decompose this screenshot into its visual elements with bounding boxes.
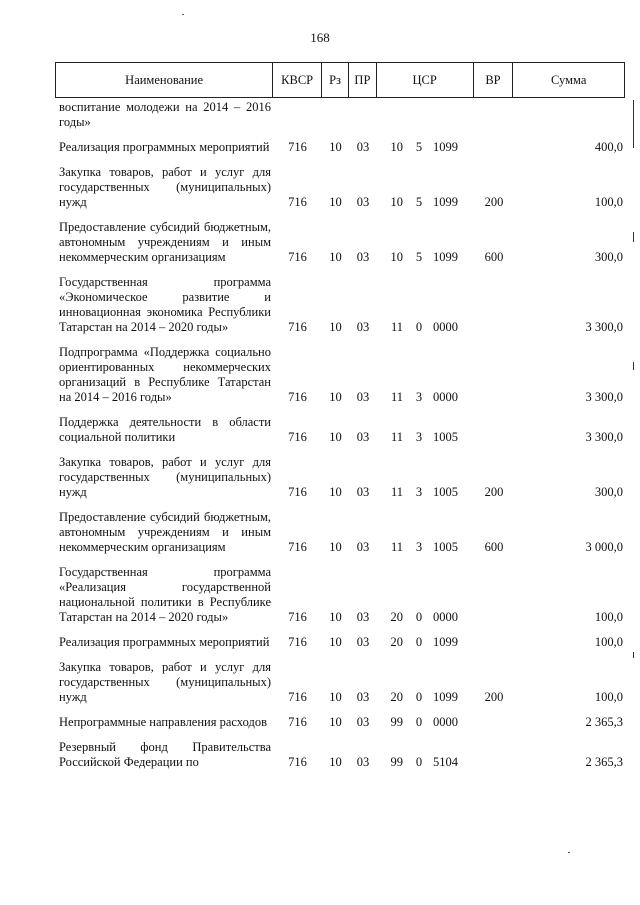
cell-pr: 03 xyxy=(356,195,370,209)
cell-sum: 3 300,0 xyxy=(585,430,623,444)
cell-name: Резервный фонд Правительства Российской Федерации по xyxy=(59,740,271,769)
cell-name: Государственная программа «Экономическое развитие и инновационная экономика Республики Татарстан на 2014 – 2020 годы» xyxy=(59,275,271,334)
cell-rz: 10 xyxy=(329,195,342,209)
table-body xyxy=(55,100,625,770)
cell-kvsr: 716 xyxy=(288,610,307,624)
header-kvsr: КВСР xyxy=(273,63,322,97)
header-rz: Рз xyxy=(322,63,349,97)
cell-sum: 400,0 xyxy=(594,140,623,154)
cell-csr-program: 11 xyxy=(390,430,403,444)
table-row xyxy=(55,635,625,650)
cell-csr-subprogram: 3 xyxy=(415,430,423,444)
cell-vr: 200 xyxy=(484,195,504,209)
header-vr: ВР xyxy=(474,63,514,97)
table-row xyxy=(55,140,625,155)
cell-name: Предоставление субсидий бюджетным, автономным учреждениям и иным некоммерческим организациям xyxy=(59,510,271,554)
table-row xyxy=(55,165,625,210)
cell-pr: 03 xyxy=(356,690,370,704)
cell-csr-direction: 1005 xyxy=(433,485,458,499)
cell-sum: 100,0 xyxy=(594,635,623,649)
cell-sum: 3 300,0 xyxy=(585,320,623,334)
cell-csr-subprogram: 3 xyxy=(415,390,423,404)
table-row xyxy=(55,660,625,705)
cell-kvsr: 716 xyxy=(288,715,307,729)
cell-csr-program: 20 xyxy=(390,635,403,649)
cell-csr-subprogram: 0 xyxy=(415,690,423,704)
scan-edge-mark xyxy=(633,232,634,242)
cell-sum: 100,0 xyxy=(594,195,623,209)
cell-pr: 03 xyxy=(356,250,370,264)
cell-name: воспитание молодежи на 2014 – 2016 годы» xyxy=(59,100,271,129)
table-row xyxy=(55,345,625,405)
cell-csr-subprogram: 3 xyxy=(415,540,423,554)
cell-csr-subprogram: 5 xyxy=(415,140,423,154)
cell-name: Предоставление субсидий бюджетным, автономным учреждениям и иным некоммерческим организациям xyxy=(59,220,271,264)
cell-sum: 300,0 xyxy=(594,485,623,499)
cell-csr-direction: 1005 xyxy=(433,430,458,444)
cell-rz: 10 xyxy=(329,250,342,264)
cell-csr-direction: 1099 xyxy=(433,690,458,704)
cell-kvsr: 716 xyxy=(288,250,307,264)
cell-csr-subprogram: 0 xyxy=(415,715,423,729)
cell-vr: 200 xyxy=(484,690,504,704)
cell-sum: 2 365,3 xyxy=(585,715,623,729)
header-csr: ЦСР xyxy=(377,63,474,97)
cell-csr-direction: 0000 xyxy=(433,715,458,729)
cell-csr-subprogram: 3 xyxy=(415,485,423,499)
cell-rz: 10 xyxy=(329,140,342,154)
cell-pr: 03 xyxy=(356,610,370,624)
cell-name: Реализация программных мероприятий xyxy=(59,140,270,154)
cell-pr: 03 xyxy=(356,715,370,729)
cell-pr: 03 xyxy=(356,390,370,404)
cell-csr-direction: 0000 xyxy=(433,320,458,334)
cell-csr-subprogram: 0 xyxy=(415,755,423,769)
table-row xyxy=(55,715,625,730)
table-row xyxy=(55,275,625,335)
header-sum: Сумма xyxy=(550,72,587,87)
cell-csr-program: 11 xyxy=(390,540,403,554)
cell-rz: 10 xyxy=(329,320,342,334)
cell-csr-program: 20 xyxy=(390,610,403,624)
cell-vr: 600 xyxy=(484,540,504,554)
table-header xyxy=(55,62,625,98)
cell-vr: 200 xyxy=(484,485,504,499)
cell-kvsr: 716 xyxy=(288,635,307,649)
cell-csr-direction: 0000 xyxy=(433,610,458,624)
cell-kvsr: 716 xyxy=(288,195,307,209)
cell-csr-program: 11 xyxy=(390,320,403,334)
cell-rz: 10 xyxy=(329,755,342,769)
cell-pr: 03 xyxy=(356,140,370,154)
cell-csr-direction: 5104 xyxy=(433,755,458,769)
cell-csr-program: 99 xyxy=(390,755,403,769)
cell-csr-direction: 0000 xyxy=(433,390,458,404)
cell-csr-subprogram: 5 xyxy=(415,195,423,209)
cell-name: Закупка товаров, работ и услуг для государственных (муниципальных) нужд xyxy=(59,165,271,209)
page-number: 168 xyxy=(310,30,330,45)
header-pr: ПР xyxy=(349,63,377,97)
cell-name: Реализация программных мероприятий xyxy=(59,635,270,649)
cell-name: Поддержка деятельности в области социальной политики xyxy=(59,415,271,444)
cell-sum: 300,0 xyxy=(594,250,623,264)
budget-table xyxy=(55,62,625,780)
cell-kvsr: 716 xyxy=(288,320,307,334)
scan-dot xyxy=(568,852,570,853)
table-row xyxy=(55,415,625,445)
scan-edge-mark xyxy=(633,100,634,148)
cell-sum: 3 000,0 xyxy=(585,540,623,554)
table-row xyxy=(55,220,625,265)
cell-pr: 03 xyxy=(356,635,370,649)
header-name: Наименование xyxy=(56,63,273,97)
cell-csr-subprogram: 0 xyxy=(415,635,423,649)
cell-csr-program: 10 xyxy=(390,195,403,209)
cell-pr: 03 xyxy=(356,320,370,334)
cell-csr-direction: 1099 xyxy=(433,250,458,264)
cell-name: Государственная программа «Реализация государственной национальной политики в Республике Татарстан на 2014 – 2020 годы» xyxy=(59,565,271,624)
cell-pr: 03 xyxy=(356,540,370,554)
table-row xyxy=(55,565,625,625)
cell-csr-program: 11 xyxy=(390,485,403,499)
cell-pr: 03 xyxy=(356,430,370,444)
cell-csr-subprogram: 0 xyxy=(415,320,423,334)
cell-csr-subprogram: 5 xyxy=(415,250,423,264)
table-row xyxy=(55,455,625,500)
scan-dot xyxy=(182,14,184,15)
cell-name: Подпрограмма «Поддержка социально ориентированных некоммерческих организаций в Республике Татарстан на 2014 – 2016 годы» xyxy=(59,345,271,404)
cell-csr-direction: 1005 xyxy=(433,540,458,554)
cell-csr-direction: 1099 xyxy=(433,635,458,649)
cell-kvsr: 716 xyxy=(288,140,307,154)
cell-csr-program: 11 xyxy=(390,390,403,404)
cell-kvsr: 716 xyxy=(288,540,307,554)
cell-sum: 3 300,0 xyxy=(585,390,623,404)
cell-name: Закупка товаров, работ и услуг для государственных (муниципальных) нужд xyxy=(59,455,271,499)
cell-kvsr: 716 xyxy=(288,430,307,444)
cell-kvsr: 716 xyxy=(288,390,307,404)
cell-vr: 600 xyxy=(484,250,504,264)
cell-csr-direction: 1099 xyxy=(433,140,458,154)
cell-sum: 2 365,3 xyxy=(585,755,623,769)
cell-kvsr: 716 xyxy=(288,485,307,499)
cell-pr: 03 xyxy=(356,755,370,769)
cell-pr: 03 xyxy=(356,485,370,499)
cell-kvsr: 716 xyxy=(288,690,307,704)
cell-csr-program: 10 xyxy=(390,250,403,264)
cell-csr-program: 20 xyxy=(390,690,403,704)
scan-edge-mark xyxy=(633,362,634,370)
cell-rz: 10 xyxy=(329,635,342,649)
scan-edge-mark xyxy=(633,652,634,658)
cell-kvsr: 716 xyxy=(288,755,307,769)
cell-rz: 10 xyxy=(329,715,342,729)
cell-rz: 10 xyxy=(329,540,342,554)
cell-rz: 10 xyxy=(329,690,342,704)
cell-sum: 100,0 xyxy=(594,690,623,704)
cell-rz: 10 xyxy=(329,390,342,404)
cell-csr-direction: 1099 xyxy=(433,195,458,209)
cell-csr-program: 99 xyxy=(390,715,403,729)
cell-csr-program: 10 xyxy=(390,140,403,154)
cell-name: Закупка товаров, работ и услуг для государственных (муниципальных) нужд xyxy=(59,660,271,704)
cell-name: Непрограммные направления расходов xyxy=(59,715,267,729)
table-row xyxy=(55,100,625,130)
cell-csr-subprogram: 0 xyxy=(415,610,423,624)
table-row xyxy=(55,510,625,555)
cell-sum: 100,0 xyxy=(594,610,623,624)
cell-rz: 10 xyxy=(329,485,342,499)
cell-rz: 10 xyxy=(329,430,342,444)
table-row xyxy=(55,740,625,770)
cell-rz: 10 xyxy=(329,610,342,624)
